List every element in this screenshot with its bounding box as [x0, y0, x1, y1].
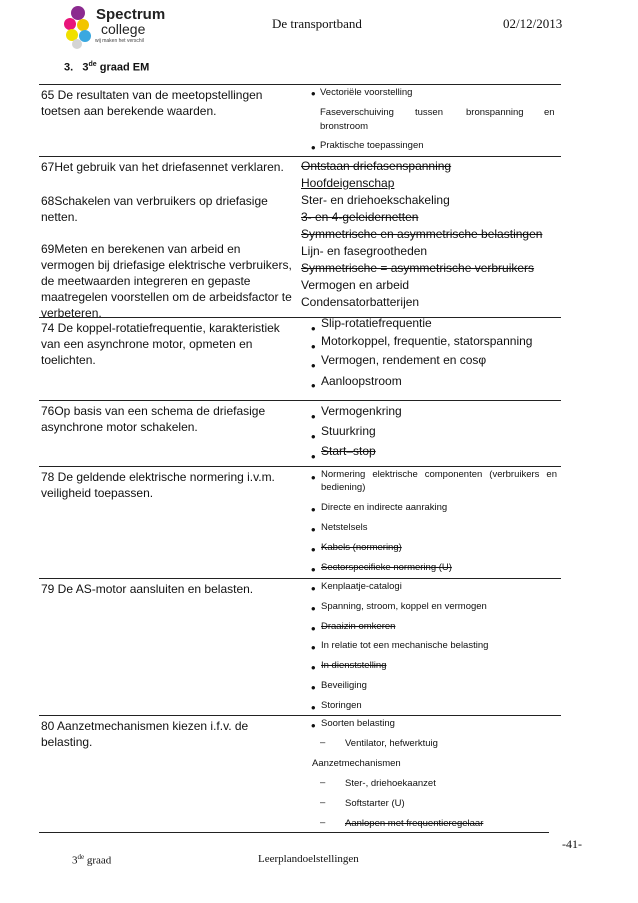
section-ordinal-sup: de: [88, 61, 97, 68]
list-item: In dienststelling: [321, 660, 387, 671]
list-item: Condensatorbatterijen: [301, 295, 420, 309]
list-item: Storingen: [321, 700, 362, 711]
section-number: 3.: [64, 61, 74, 74]
section-rest: graad EM: [99, 61, 150, 74]
list-item: Vermogen en arbeid: [301, 278, 410, 292]
objective-text: 68Schakelen van verbruikers op driefasige netten.: [41, 194, 268, 224]
footer-grade-sup: de: [77, 853, 85, 861]
logo-tagline: wij maken het verschil: [95, 38, 144, 44]
list-item: In relatie tot een mechanische belasting: [321, 640, 489, 651]
list-item: Stuurkring: [321, 424, 376, 438]
list-item: Vermogenkring: [321, 404, 402, 418]
table-row: 74 De koppel-rotatiefrequentie, karakteristiek van een asynchrone motor, opmeten en toelichten. • Slip-rotatiefrequentie • Motorkoppel, frequentie, statorspanning • Vermogen, rendement en cosφ • Aanloopstroom: [39, 318, 561, 401]
table-row: 80 Aanzetmechanismen kiezen i.f.v. de belasting. • Soorten belasting – Ventilator, hefwerktuig Aanzetmechanismen – Ster-, driehoekaanzet – Softstarter (U) – Aanlopen met frequentieregelaar: [41, 718, 484, 829]
list-item: Faseverschuiving: [320, 107, 394, 118]
list-item: Sectorspecifieke normering (U): [321, 562, 452, 573]
section-ordinal: 3: [82, 61, 89, 74]
list-item: Lijn- en fasegrootheden: [301, 244, 428, 258]
list-item: en: [544, 107, 555, 118]
list-item: Ontstaan driefasenspanning: [301, 159, 452, 173]
list-item: Spanning, stroom, koppel en vermogen: [321, 601, 487, 612]
objective-text: 69Meten en berekenen van arbeid en vermogen bij driefasige elektrische verbruikers, de meetwaarden integreren en gepaste maatregelen voorstellen om de arbeidsfactor te verbeteren.: [41, 242, 292, 320]
curriculum-table: [39, 84, 561, 836]
objective-text: 78 De geldende elektrische normering i.v.m. veiligheid toepassen.: [41, 470, 275, 500]
table-row: 79 De AS-motor aansluiten en belasten. • Kenplaatje-catalogi • Spanning, stroom, koppel en vermogen • Draaizin omkeren • In relatie tot een mechanische belasting • In dienststelling • Beveiliging • Storingen: [39, 579, 561, 716]
logo-name-line1: Spectrum: [96, 6, 166, 23]
list-item: Ventilator, hefwerktuig: [345, 738, 438, 749]
list-item: 3- en 4-geleidernetten: [301, 210, 419, 224]
list-item: Directe en indirecte aanraking: [321, 502, 448, 513]
objective-text: 65 De resultaten van de meetopstellingen toetsen aan berekende waarden.: [41, 88, 263, 118]
list-item: bronstroom: [320, 121, 369, 132]
page-number: -41-: [562, 837, 582, 851]
list-item: Ster-, driehoekaanzet: [345, 778, 436, 789]
list-item: Soorten belasting: [321, 718, 395, 729]
list-item: Symmetrische en asymmetrische belastingen: [301, 227, 543, 241]
footer-grade: [72, 853, 111, 867]
list-item: bronspanning: [466, 107, 524, 118]
list-item: Kabels (normering): [321, 542, 402, 553]
list-item: Normering elektrische componenten (verbruikers en bediening): [321, 469, 557, 493]
list-item: Start–stop: [321, 444, 376, 458]
objective-text: 74 De koppel-rotatiefrequentie, karakteristiek van een asynchrone motor, opmeten en toelichten.: [41, 321, 280, 367]
list-item: Netstelsels: [321, 522, 368, 533]
header-title: De transportband: [272, 16, 362, 31]
logo-name-line2: college: [101, 21, 146, 37]
objective-text: 67Het gebruik van het driefasennet verklaren.: [41, 160, 284, 174]
list-item: Ster- en driehoekschakeling: [301, 193, 450, 207]
list-item: tussen: [415, 107, 443, 118]
logo-circles-icon: [62, 4, 96, 50]
list-item: Beveiliging: [321, 680, 367, 691]
logo: [62, 4, 172, 50]
list-item: Symmetrische = asymmetrische verbruikers: [301, 261, 535, 275]
list-item: Hoofdeigenschap: [301, 176, 395, 190]
section-heading: [64, 61, 149, 74]
footer-divider: [39, 832, 549, 833]
table-row: 76Op basis van een schema de driefasige asynchrone motor schakelen. • Vermogenkring • Stuurkring • Start–stop: [39, 401, 561, 467]
list-item: Draaizin omkeren: [321, 621, 396, 632]
list-item: Slip-rotatiefrequentie: [321, 316, 432, 330]
list-item: Vermogen, rendement en cosφ: [321, 353, 487, 367]
header-date: 02/12/2013: [503, 16, 563, 31]
list-item: Aanlopen met frequentieregelaar: [345, 818, 484, 829]
list-item: Kenplaatje-catalogi: [321, 581, 402, 592]
table-row: 78 De geldende elektrische normering i.v.m. veiligheid toepassen. • Normering elektrische componenten (verbruikers en bediening) • Directe en indirecte aanraking • Netstelsels • Kabels (normering) • Sectorspecifieke normering (U): [39, 467, 561, 579]
list-item: Aanzetmechanismen: [312, 758, 401, 769]
objective-text: 79 De AS-motor aansluiten en belasten.: [41, 582, 254, 596]
list-item: Praktische toepassingen: [320, 140, 424, 151]
footer-grade-rest: graad: [86, 854, 112, 867]
footer-grade-number: 3: [72, 854, 78, 867]
list-item: Vectoriële voorstelling: [320, 87, 413, 98]
table-row: 65 De resultaten van de meetopstellingen toetsen aan berekende waarden. • Vectoriële voorstelling Faseverschuiving tussen bronspanning en bronstroom • Praktische toepassingen: [39, 85, 561, 157]
list-item: Motorkoppel, frequentie, statorspanning: [321, 334, 533, 348]
table-row: [39, 157, 561, 318]
objective-text: 76Op basis van een schema de driefasige asynchrone motor schakelen.: [41, 404, 266, 434]
objective-text: 80 Aanzetmechanismen kiezen i.f.v. de belasting.: [41, 719, 249, 749]
list-item: Aanloopstroom: [321, 374, 402, 388]
list-item: Softstarter (U): [345, 798, 405, 809]
footer-doc-title: Leerplandoelstellingen: [258, 853, 359, 865]
